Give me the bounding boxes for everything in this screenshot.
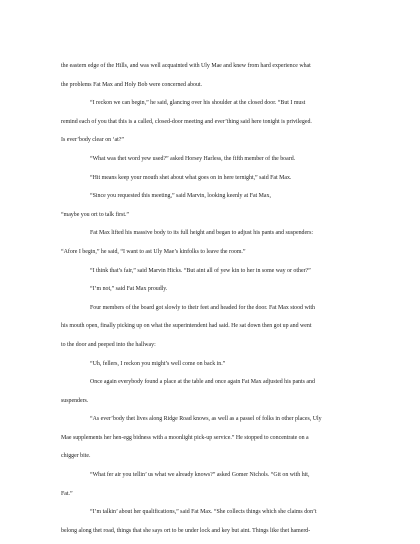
text-line: “Uh, fellers, I reckon you might’s well come on back in.” <box>90 360 226 367</box>
text-line: “I’m talkin’ about her qualifications,” said Fat Max. “She collects things which she claims don’t <box>90 509 317 516</box>
text-line: “I think that’s fair,” said Marvin Hicks. “But aint all of yew kin to her in some way or other?” <box>90 267 311 274</box>
text-line: “As ever’body thet lives along Ridge Road knows, as well as a passel of folks in other places, Uly <box>90 416 322 423</box>
text-line: “What fer air you tellin’ us what we already knows?” asked Gomer Nichols. “Git on with hit, <box>90 472 310 479</box>
body-text <box>61 57 361 540</box>
text-line: “I reckon we can begin,” he said, glancing over his shoulder at the closed door. “But I must <box>90 100 306 107</box>
text-line: Mae supplements her hen-egg bidness with a moonlight pick-up service.” He stopped to concentrate on a <box>61 434 309 441</box>
text-line: belong along thet road, things that she says ort to be under lock and key but aint. Things like thet hamerd- <box>61 527 311 534</box>
text-line: Fat Max lifted his massive body to its full height and began to adjust his pants and suspenders: <box>90 230 313 237</box>
text-line: Fat.” <box>61 490 73 497</box>
text-line: “Since you requested this meeting,” said Marvin, looking keenly at Fat Max, <box>90 193 271 200</box>
text-line: the problems Fat Max and Holy Bob were concerned about. <box>61 81 203 88</box>
text-line: his mouth open, finally picking up on what the superintendent had said. He sat down then got up and went <box>61 323 312 330</box>
text-line: “I’m not,” said Fat Max proudly. <box>90 286 168 293</box>
text-line: the eastern edge of the Hills, and was well acquainted with Uly Mae and knew from hard experience what <box>61 63 311 69</box>
text-line: chigger bite. <box>61 453 91 460</box>
text-line: remind each of you that this is a called, closed-door meeting and ever’thing said here tonight is privileged. <box>61 118 312 125</box>
text-line: “What was thet word yew used?” asked Horsey Harless, the fifth member of the board. <box>90 155 296 162</box>
text-line: Once again everybody found a place at the table and once again Fat Max adjusted his pants and <box>90 379 315 386</box>
text-line: “maybe you ort to talk first.” <box>61 211 130 218</box>
text-line: Is ever’body clear on ‘at?” <box>61 137 125 144</box>
text-line: “Afore I begin,” he said, “I want to ast Uly Mae’s kinfolks to leave the room.” <box>61 248 246 255</box>
text-line: “Hit means keep your mouth shet about what goes on in here ternight,” said Fat Max. <box>90 174 292 181</box>
text-line: suspenders. <box>61 397 89 404</box>
text-line: to the door and peeped into the hallway: <box>61 341 156 348</box>
text-line: Four members of the board got slowly to their feet and headed for the door. Fat Max stood with <box>90 304 315 311</box>
